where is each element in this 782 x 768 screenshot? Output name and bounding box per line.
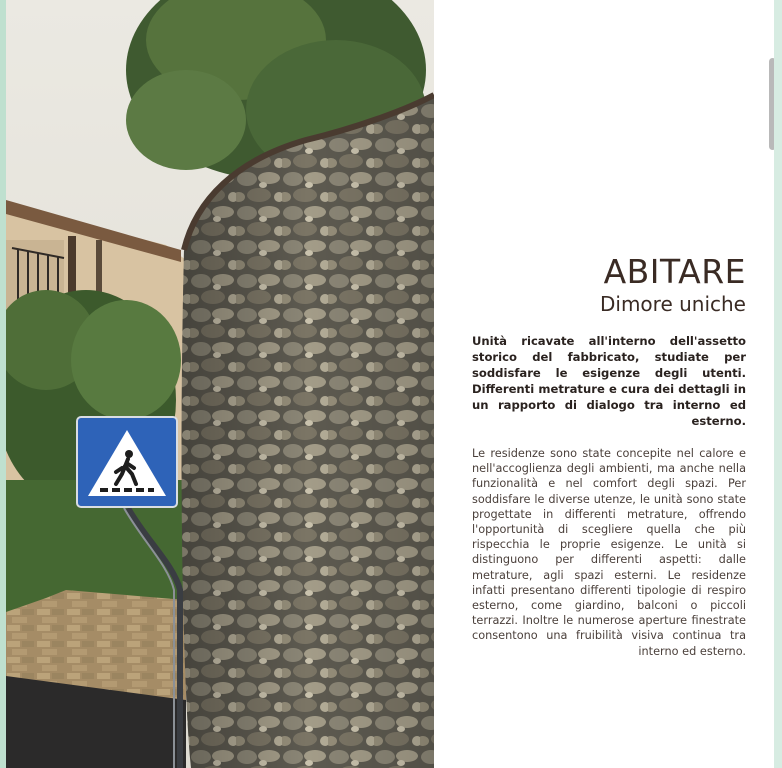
page-subtitle: Dimore uniche xyxy=(599,292,746,316)
text-column xyxy=(440,0,750,768)
intro-paragraph: Unità ricavate all'interno dell'assetto storico del fabbricato, studiate per soddisfare le esigenze degli utenti. Differenti metrature e cura dei dettagli in un rapporto di dialogo tra interno ed esterno. xyxy=(472,334,746,428)
pedestrian-crossing-sign-icon xyxy=(76,416,178,508)
right-edge xyxy=(774,0,782,768)
page-title: ABITARE xyxy=(603,252,746,291)
body-paragraph: Le residenze sono state concepite nel calore e nell'accoglienza degli ambienti, ma anche nella funzionalità e nel comfort degli spazi. Per soddisfare le diverse utenze, le unità sono state progettate in differenti metrature, offrendo l'opportunità di scegliere quella che più rispecchia le proprie esigenze. Le unità si distinguono per differenti aspetti: dalle metrature, agli spazi esterni. Le residenze infatti presentano differenti tipologie di respiro esterno, come giardino, balconi o piccoli terrazzi. Inoltre le numerose aperture finestrate consentono una fruibilità visiva continua tra interno ed esterno. xyxy=(472,447,746,658)
stone-wall-photo xyxy=(6,0,434,768)
